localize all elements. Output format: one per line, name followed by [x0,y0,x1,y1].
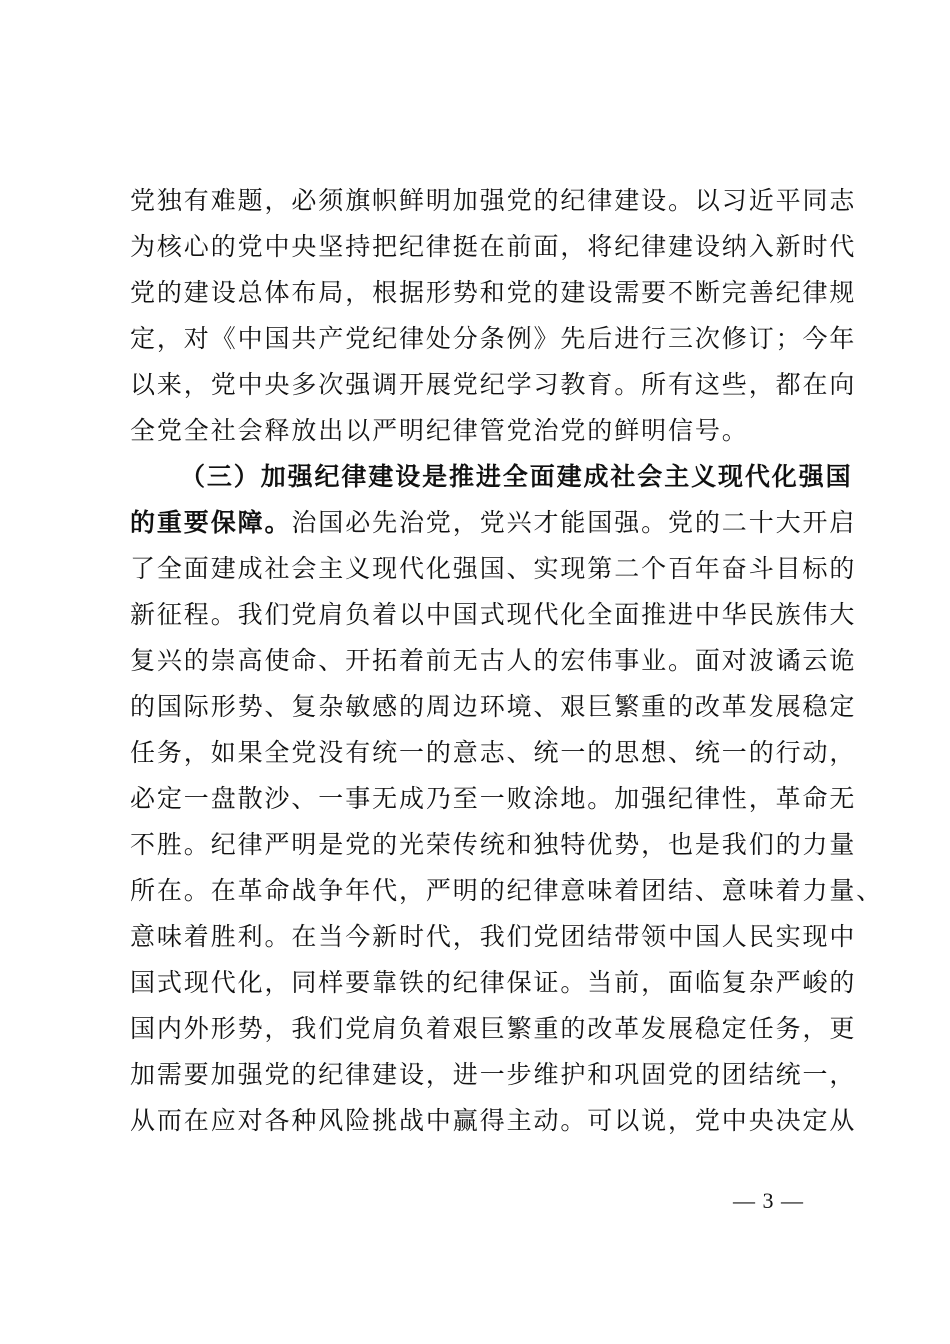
text-line: 复兴的崇高使命、开拓着前无古人的宏伟事业。面对波谲云诡 [130,646,857,675]
text-line: 新征程。我们党肩负着以中国式现代化全面推进中华民族伟大 [130,600,857,629]
text-line: 国式现代化，同样要靠铁的纪律保证。当前，面临复杂严峻的 [130,968,857,997]
text-line: 党独有难题，必须旗帜鲜明加强党的纪律建设。以习近平同志 [130,186,857,215]
text-line: 加需要加强党的纪律建设，进一步维护和巩固党的团结统一， [130,1060,857,1089]
text-line: 任务，如果全党没有统一的意志、统一的思想、统一的行动， [130,738,857,767]
text-line: 了全面建成社会主义现代化强国、实现第二个百年奋斗目标的 [130,554,857,583]
text-line: 国内外形势，我们党肩负着艰巨繁重的改革发展稳定任务，更 [130,1014,857,1043]
text-line: 所在。在革命战争年代，严明的纪律意味着团结、意味着力量、 [130,876,884,905]
section-heading-end: 的重要保障。 [130,508,292,537]
text-line: 意味着胜利。在当今新时代，我们党团结带领中国人民实现中 [130,922,857,951]
text-line-rest: 治国必先治党，党兴才能国强。党的二十大开启 [291,508,857,537]
text-line: 必定一盘散沙、一事无成乃至一败涂地。加强纪律性，革命无 [130,784,857,813]
text-line: 以来，党中央多次强调开展党纪学习教育。所有这些，都在向 [130,370,857,399]
text-line: 定，对《中国共产党纪律处分条例》先后进行三次修订；今年 [130,324,857,353]
body-text [130,178,884,1144]
text-line [130,500,857,546]
text-line: 不胜。纪律严明是党的光荣传统和独特优势，也是我们的力量 [130,830,857,859]
text-line: 为核心的党中央坚持把纪律挺在前面，将纪律建设纳入新时代 [130,232,857,261]
section-heading: （三）加强纪律建设是推进全面建成社会主义现代化强国 [180,462,853,491]
text-line: 的国际形势、复杂敏感的周边环境、艰巨繁重的改革发展稳定 [130,692,857,721]
text-line: 党的建设总体布局，根据形势和党的建设需要不断完善纪律规 [130,278,857,307]
text-line: 从而在应对各种风险挑战中赢得主动。可以说，党中央决定从 [130,1106,857,1135]
page-number: — 3 — [733,1188,804,1213]
text-line: 全党全社会释放出以严明纪律管党治党的鲜明信号。 [130,416,749,445]
